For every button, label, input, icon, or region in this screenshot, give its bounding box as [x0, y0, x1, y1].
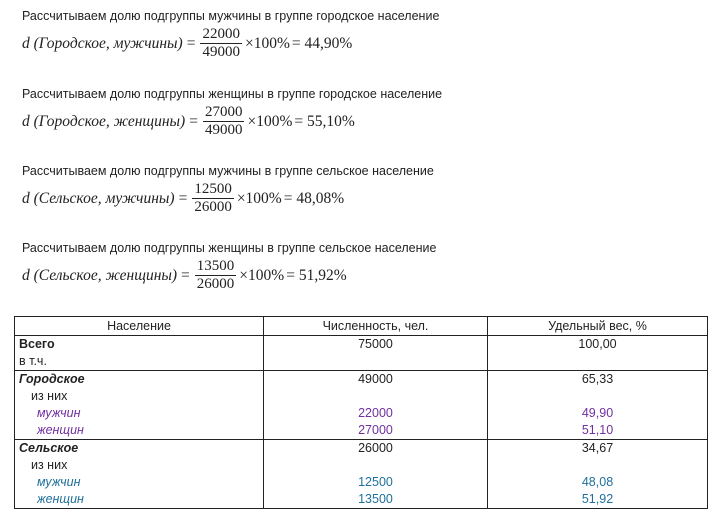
row-share: 49,90 [488, 405, 708, 422]
denominator: 49000 [204, 122, 243, 138]
header-count: Численность, чел. [264, 317, 488, 336]
table-row [15, 457, 708, 474]
row-share: 100,00 [488, 336, 708, 354]
row-label: из них [15, 388, 264, 405]
table-row [15, 353, 708, 371]
row-share: 65,33 [488, 371, 708, 389]
header-population: Население [15, 317, 264, 336]
table-row [15, 474, 708, 491]
denominator: 26000 [196, 276, 235, 292]
row-count: 26000 [264, 440, 488, 458]
formula-lhs: d (Сельское, женщины) [22, 266, 178, 284]
table-row [15, 336, 708, 354]
row-share [488, 353, 708, 371]
equals-sign: = [178, 189, 188, 207]
row-share: 51,10 [488, 422, 708, 440]
row-count: 27000 [264, 422, 488, 440]
denominator: 26000 [194, 199, 232, 215]
row-share [488, 457, 708, 474]
formula-lhs: d (Городское, мужчины) [22, 34, 183, 52]
equals-sign: = [181, 266, 190, 284]
table-row [15, 405, 708, 422]
row-count: 12500 [264, 474, 488, 491]
row-share: 48,08 [488, 474, 708, 491]
row-label: мужчин [15, 474, 264, 491]
fraction [191, 181, 235, 216]
fraction [202, 104, 246, 139]
row-count: 13500 [264, 491, 488, 509]
share-formula [22, 181, 434, 216]
calc-caption: Рассчитываем долю подгруппы мужчины в группе городское население [22, 9, 440, 23]
row-label: мужчин [15, 405, 264, 422]
row-label: женщин [15, 491, 264, 509]
formula-result: = 48,08% [283, 189, 345, 207]
numerator: 27000 [204, 104, 243, 120]
row-count: 22000 [264, 405, 488, 422]
formula-lhs: d (Сельское, мужчины) [22, 189, 175, 207]
table-row [15, 371, 708, 389]
row-share: 51,92 [488, 491, 708, 509]
denominator: 49000 [202, 44, 240, 60]
row-label: Сельское [15, 440, 264, 458]
row-label: женщин [15, 422, 264, 440]
row-count [264, 353, 488, 371]
calc-caption: Рассчитываем долю подгруппы женщины в группе сельское население [22, 241, 437, 255]
calc-urban-women [22, 86, 442, 139]
calc-urban-men [22, 8, 439, 61]
equals-sign: = [189, 112, 198, 130]
share-formula [22, 258, 436, 293]
formula-result: = 55,10% [294, 112, 355, 130]
population-table [14, 316, 708, 509]
multiplier: ×100% [247, 112, 293, 130]
table-row [15, 491, 708, 509]
share-formula [22, 104, 442, 139]
multiplier: ×100% [239, 266, 285, 284]
row-label: Всего [15, 336, 264, 354]
equals-sign: = [186, 34, 196, 52]
row-share [488, 388, 708, 405]
row-label: из них [15, 457, 264, 474]
share-formula [22, 26, 439, 61]
row-label: в т.ч. [15, 353, 264, 371]
row-count [264, 457, 488, 474]
row-label: Городское [15, 371, 264, 389]
header-share: Удельный вес, % [488, 317, 708, 336]
multiplier: ×100% [244, 34, 290, 52]
multiplier: ×100% [236, 189, 282, 207]
numerator: 22000 [202, 26, 240, 42]
row-count: 75000 [264, 336, 488, 354]
row-count [264, 388, 488, 405]
numerator: 12500 [194, 181, 232, 197]
calc-caption: Рассчитываем долю подгруппы мужчины в группе сельское население [22, 164, 434, 178]
table-row [15, 388, 708, 405]
fraction [194, 258, 238, 293]
table-row [15, 422, 708, 440]
formula-lhs: d (Городское, женщины) [22, 112, 186, 130]
fraction [199, 26, 243, 61]
calc-rural-women [22, 240, 436, 293]
formula-result: = 44,90% [291, 34, 353, 52]
calc-rural-men [22, 163, 434, 216]
row-count: 49000 [264, 371, 488, 389]
table-row [15, 440, 708, 458]
calc-caption: Рассчитываем долю подгруппы женщины в группе городское население [22, 87, 443, 101]
row-share: 34,67 [488, 440, 708, 458]
table-header-row [15, 317, 708, 336]
numerator: 13500 [196, 258, 235, 274]
formula-result: = 51,92% [286, 266, 347, 284]
